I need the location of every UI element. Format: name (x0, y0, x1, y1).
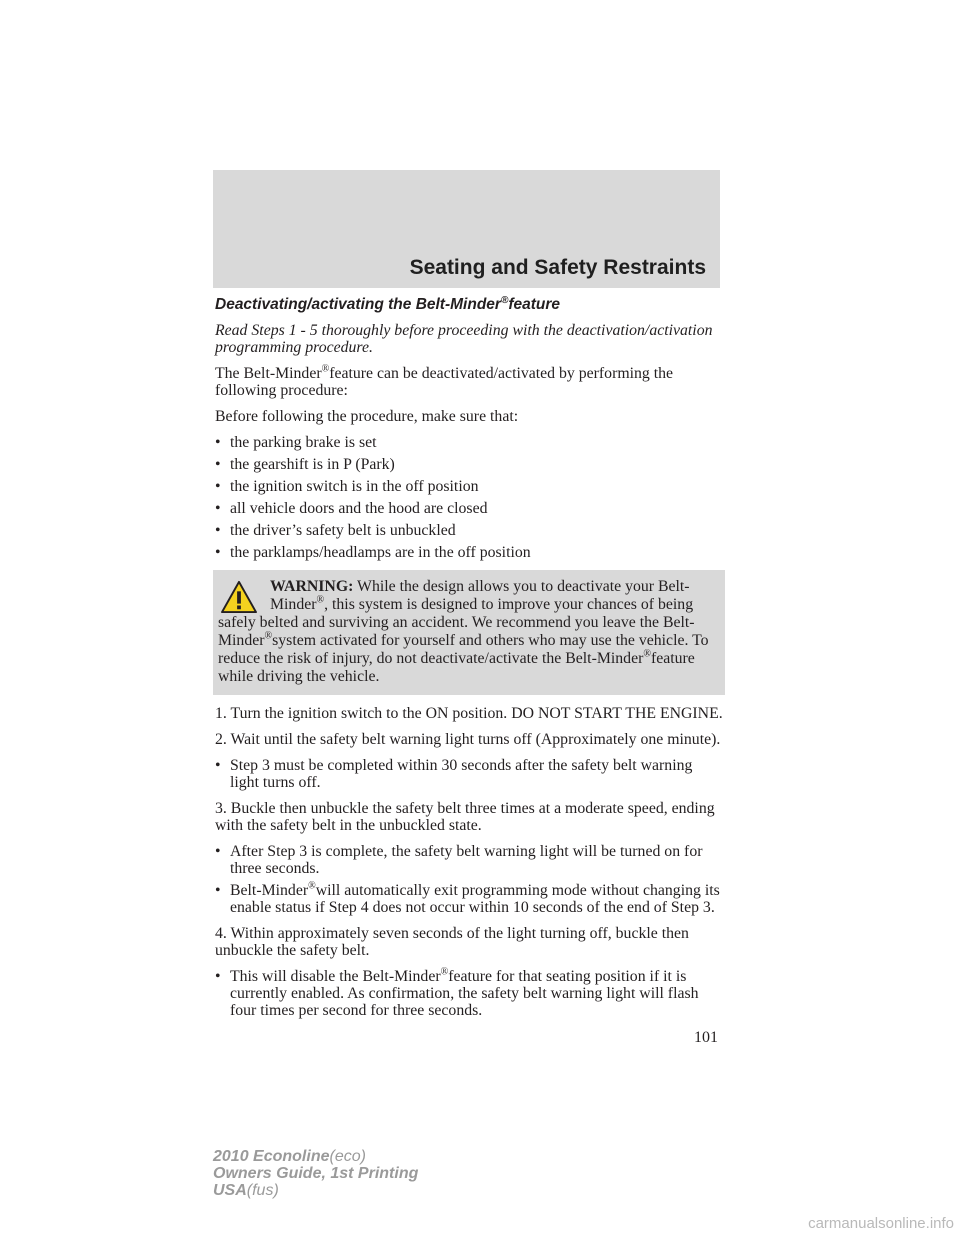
list-item: • the gearshift is in P (Park) (215, 456, 725, 473)
warning-label: WARNING: (270, 578, 354, 595)
list-item: • the driver’s safety belt is unbuckled (215, 522, 725, 539)
step-2: 2. Wait until the safety belt warning light turns off (Approximately one minute). (215, 731, 721, 748)
step-4: 4. Within approximately seven seconds of the light turning off, buckle then unbuckle the safety belt. (215, 925, 689, 959)
step-3-notes (215, 843, 725, 916)
page-number: 101 (694, 1029, 718, 1046)
step-2-notes (215, 757, 725, 791)
page-content (215, 296, 725, 1028)
list-item: • the ignition switch is in the off position (215, 478, 725, 495)
site-watermark: carmanualsonline.info (808, 1215, 954, 1232)
list-item: • After Step 3 is complete, the safety belt warning light will be turned on for three seconds. (215, 843, 725, 877)
list-item: • the parking brake is set (215, 434, 725, 451)
section-title: Seating and Safety Restraints (409, 256, 706, 279)
list-item: • all vehicle doors and the hood are closed (215, 500, 725, 517)
print-footer: 2010 Econoline(eco) Owners Guide, 1st Printing USA(fus) (213, 1148, 419, 1199)
step-3: 3. Buckle then unbuckle the safety belt three times at a moderate speed, ending with the safety belt in the unbuckled state. (215, 800, 715, 834)
read-steps-note: Read Steps 1 - 5 thoroughly before proceeding with the deactivation/activation programming procedure. (215, 322, 713, 356)
precondition-list (215, 434, 725, 561)
list-item: • Step 3 must be completed within 30 seconds after the safety belt warning light turns off. (215, 757, 725, 791)
warning-triangle-icon (220, 580, 258, 614)
step-4-notes (215, 968, 725, 1019)
subsection-heading: Deactivating/activating the Belt-Minder®feature (215, 294, 561, 313)
intro-paragraph: The Belt-Minder®feature can be deactivated/activated by performing the following procedure: (215, 363, 674, 399)
list-item: • Belt-Minder®will automatically exit programming mode without changing its enable status if Step 4 does not occur within 10 seconds of the end of Step 3. (215, 882, 725, 916)
section-header-band (213, 170, 720, 288)
precondition-intro: Before following the procedure, make sure that: (215, 408, 519, 425)
list-item: • This will disable the Belt-Minder®feature for that seating position if it is currently enabled. As confirmation, the safety belt warning light will flash four times per second for three seconds. (215, 968, 725, 1019)
list-item: • the parklamps/headlamps are in the off position (215, 544, 725, 561)
warning-box: WARNING: While the design allows you to deactivate your Belt-Minder®, this system is designed to improve your chances of being safely belted and surviving an accident. We recommend you leave the Belt-Minder®system activated for yourself and others who may use the vehicle. To reduce the risk of injury, do not deactivate/activate the Belt-Minder®feature while driving the vehicle. (213, 570, 725, 695)
step-1: 1. Turn the ignition switch to the ON position. DO NOT START THE ENGINE. (215, 705, 723, 722)
